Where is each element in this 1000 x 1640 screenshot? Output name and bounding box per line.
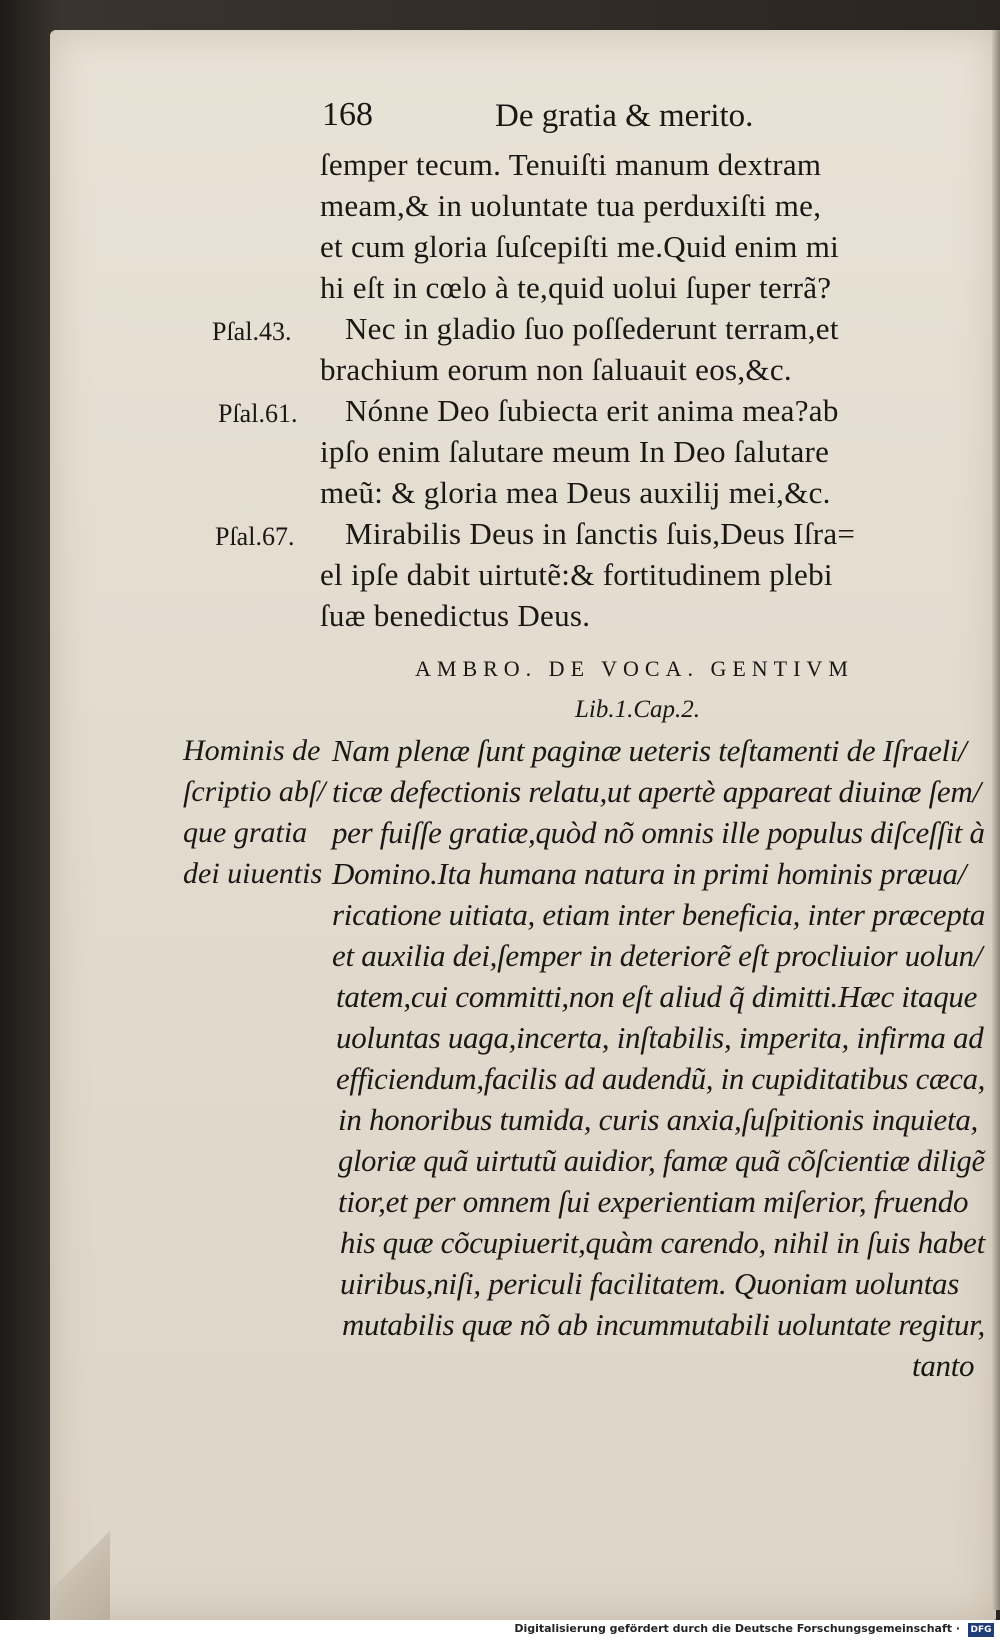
text-line: Nónne Deo ſubiecta erit anima mea?ab [345, 393, 839, 428]
text-line: ipſo enim ſalutare meum In Deo ſalutare [320, 434, 830, 469]
footer-credit: Digitalisierung gefördert durch die Deutsche Forschungsgemeinschaft · [514, 1622, 960, 1635]
text-line: Mirabilis Deus in ſanctis ſuis,Deus Iſra= [345, 516, 856, 551]
text-line: uoluntas uaga,incerta, inſtabilis, imperita, infirma ad [336, 1020, 984, 1055]
text-line: uiribus,niſi, periculi facilitatem. Quoniam uoluntas [340, 1266, 960, 1301]
text-line: efficiendum,facilis ad audendũ, in cupiditatibus cæca, [336, 1061, 986, 1096]
running-title: De gratia & merito. [495, 98, 754, 134]
text-line: tior,et per omnem ſui experientiam miſerior, fruendo [338, 1184, 969, 1219]
text-line: mutabilis quæ nõ ab incummutabili uoluntate regitur, [342, 1307, 985, 1342]
text-line: Nec in gladio ſuo poſſederunt terram,et [345, 311, 839, 346]
book-reference: Lib.1.Cap.2. [575, 696, 701, 723]
text-line: in honoribus tumida, curis anxia,ſuſpitionis inquieta, [338, 1102, 978, 1137]
text-line: ſuæ benedictus Deus. [320, 598, 591, 633]
margin-reference: Pſal.67. [215, 522, 295, 551]
margin-reference: Pſal.61. [218, 399, 298, 428]
text-line: his quæ cõcupiuerit,quàm carendo, nihil in ſuis habet [340, 1225, 985, 1260]
footer-bar [0, 1620, 1000, 1640]
side-note-line: que gratia [183, 816, 308, 849]
page-number: 168 [322, 96, 373, 133]
text-line: ſemper tecum. Tenuiſti manum dextram [320, 147, 822, 182]
text-line: meũ: & gloria mea Deus auxilij mei,&c. [320, 475, 831, 510]
text-line: brachium eorum non ſaluauit eos,&c. [320, 352, 792, 387]
text-line: tatem,cui committi,non eſt aliud q̃ dimitti.Hæc itaque [336, 979, 978, 1014]
page-edge [992, 30, 1000, 1610]
text-line: gloriæ quã uirtutũ auidior, famæ quã cõſcientiæ diligẽ [338, 1143, 985, 1178]
text-line: ticæ defectionis relatu,ut apertè appareat diuinæ ſem/ [332, 774, 981, 809]
text-line: Domino.Ita humana natura in primi hominis præua/ [332, 856, 967, 891]
text-line: et cum gloria ſuſcepiſti me.Quid enim mi [320, 229, 840, 264]
side-note-line: Hominis de [183, 734, 321, 767]
text-line: per fuiſſe gratiæ,quòd nõ omnis ille populus diſceſſit à [332, 815, 985, 850]
side-note-line: ſcriptio abſ/ [183, 775, 326, 808]
text-line: ricatione uitiata, etiam inter beneficia, inter præcepta [332, 897, 986, 932]
text-line: et auxilia dei,ſemper in deteriorẽ eſt procliuior uolun/ [332, 938, 983, 973]
section-heading: AMBRO. DE VOCA. GENTIVM [415, 656, 854, 681]
dfg-logo: DFG [968, 1623, 994, 1637]
catchword: tanto [912, 1348, 975, 1383]
text-line: el ipſe dabit uirtutẽ:& fortitudinem plebi [320, 557, 833, 592]
page-curl [50, 1500, 110, 1620]
margin-reference: Pſal.43. [212, 317, 292, 346]
side-note-line: dei uiuentis [183, 857, 323, 890]
text-line: meam,& in uoluntate tua perduxiſti me, [320, 188, 822, 223]
text-line: Nam plenæ ſunt paginæ ueteris teſtamenti de Iſraeli/ [332, 733, 967, 768]
text-line: hi eſt in cœlo à te,quid uolui ſuper terrã? [320, 270, 832, 305]
